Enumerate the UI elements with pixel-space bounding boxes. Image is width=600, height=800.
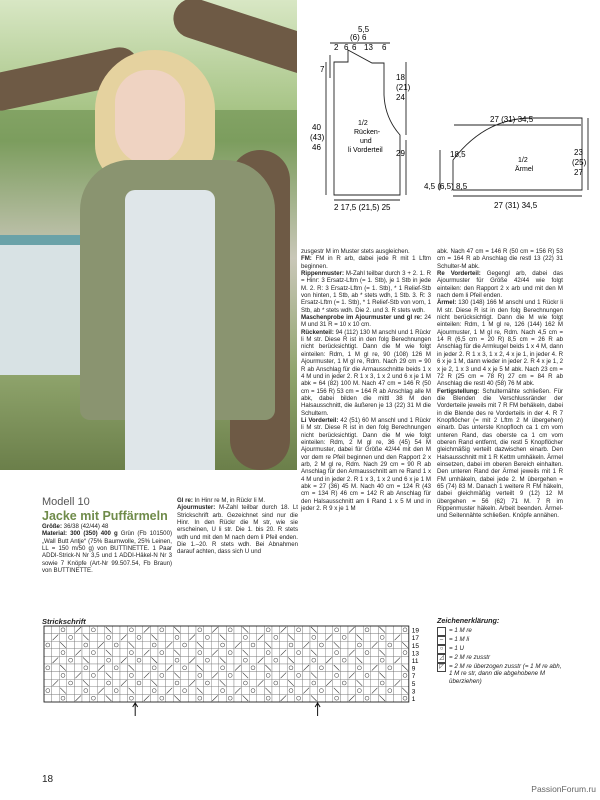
legend-title: Zeichenerklärung: xyxy=(437,616,500,625)
schem-len-3: 46 xyxy=(312,143,321,152)
purl-stitch-icon: – xyxy=(437,636,446,645)
paragraph: Rückenteil: 94 (112) 130 M anschl und 1 Rückr li M str. Diese R ist in den folg Berechnungen nicht berücksichtigt. Dann die M wie folgt einteilen: Rdm, 1 M gl re, 90 (108) 126 M Ajourmuster, 1 M gl re, Rdm. Nach 29 cm = 90 R ab Anschlag für die Armausschnitte beids 1 x 4 M und in jeder 2. R 1 x 3, 1 x 2 und 6 x je 1 M abk = 64 (82) 100 M. Nach 47 cm = 146 R (50 cm = 156 R) 53 cm = 164 R ab Anschlag alle M abk, dabei bilden die mittl 38 M den Halsausschnitt, die äußeren je 13 (22) 31 M die Schultern. xyxy=(301,328,431,417)
schem-row2-d: 13 xyxy=(364,43,373,52)
row-number: 13 xyxy=(411,650,420,658)
schem-sleeve-r3: 27 xyxy=(574,168,583,177)
knit-stitch-icon xyxy=(437,627,446,636)
schem-side: 29 xyxy=(396,149,405,158)
legend-item: = 1 M re xyxy=(437,627,563,636)
paragraph: Fertigstellung: Schulternähte schließen. Für die Blenden die Verschlussränder der Vorderteile jeweils mit 7 R FM behäkeln, dabei in die Blende des re Vorderteils in der 4. R 7 Knopflöcher (= mit 2 Lftm 2 M übergehen) einarb. Das unterste Knopfloch ca 1 cm vom unteren Rand, das oberste ca 1 cm vom oberen Rand entfernt, die restl 5 Knopflöcher gleichmäßig verteilt dazwischen einarb. Den Halsausschnitt mit 1 R Kettm umhäkeln. Ärmel einsetzen, dabei im oberen Bereich einhalten. Den unteren Rand der Ärmel jeweils mit 1 R FM umhäkeln, dabei jede 2. M übergehen = 65 (74) 83 M. Danach 1 weitere R FM häkeln, dabei gleichmäßig verteilt 9 (12) 12 M übergehen = 56 (62) 71 M. 7 R im Rippenmuster häkeln. Arbeit beenden. Ärmel- und Seitennähte schließen. Knöpfe annähen. xyxy=(437,387,563,520)
page-number: 18 xyxy=(42,774,54,785)
paragraph: Li Vorderteil: 42 (51) 60 M anschl und 1 Rückr li M str. Diese R ist in den folg Berechnungen nicht berücksichtigt. Dann die M wie folgt einteilen: Rdm, 2 M gl re, 36 (45) 54 M Ajourmuster, dabei für Größe 42/44 mit den M vor dem re Pfeil beginnen und den Rapport 2 x arb, 2 M gl re, Rdm. Nach 29 cm = 90 R ab Anschlag für den Armausschnitt am re Rand 1 x 4 M und in jeder 2. R 1 x 3, 1 x 2 und 6 x je 1 M abk = 27 (36) 45 M. Nach 40 cm = 124 R (43 cm = 134 R) 46 cm = 142 R ab Anschlag für den Halsausschnitt am li Rand 1 x 5 M und in jeder 2. R 9 x je 1 M xyxy=(301,416,431,513)
paragraph: FM: FM in R arb, dabei jede R mit 1 Lftm beginnen. xyxy=(301,255,431,270)
row-number: 7 xyxy=(411,673,416,681)
text-column-3 xyxy=(301,248,431,512)
schem-arm-3: 24 xyxy=(396,93,405,102)
schem-top-2: (6) 6 xyxy=(350,33,367,42)
modell-number: Modell 10 xyxy=(42,496,90,508)
schem-sleeve-lab2: Ärmel xyxy=(515,166,534,173)
schem-row2-e: 6 xyxy=(382,43,387,52)
row-number: 19 xyxy=(411,627,420,635)
paragraph: Ärmel: 130 (148) 166 M anschl und 1 Rückr li M str. Diese R ist in den folg Berechnungen nicht berücksichtigt. Dann die M wie folgt einteilen: Rdm, 1 M gl re, 126 (144) 162 M Ajourmuster, 1 M gl re, Rdm. Nach 4,5 cm = 14 R (6,5 cm = 20 R) 8,5 cm = 26 R ab Anschlag für die Armkugel beids 1 x 4 M, dann in jeder 2. R 1 x 3, 1 x 2, 4 x je 1, in jeder 4. R 6 x je 1 M, dann wieder in jeder 2. R 4 x je 1, 2 x je 2, 1 x 3 und 4 x je 5 M abk. Nach 23 cm = 72 R (25 cm = 78 R) 27 cm = 84 R ab Anschlag die restl 40 (58) 76 M abk. xyxy=(437,299,563,388)
row-number: 11 xyxy=(411,658,419,665)
schem-sleeve-left: 18,5 xyxy=(450,150,466,159)
row-number: 17 xyxy=(411,635,420,643)
schem-body-1: 1/2 xyxy=(358,120,368,127)
paragraph: Ajourmuster: M-Zahl teilbar durch 18. Lt Strickschrift arb. Gezeichnet sind nur die Hinr. In den Rückr die M str, wie sie erscheinen, U li str. Die 1. bis 20. R stets wdh und mit den M nach dem li Pfeil enden. Die 1.–20. R stets wdh. Bei Abnahmen darauf achten, dass sich U und xyxy=(177,504,298,556)
schem-shoulder: 7 xyxy=(320,65,325,74)
schem-sleeve-r2: (25) xyxy=(572,158,587,167)
repeat-arrow xyxy=(315,703,320,716)
row-number: 5 xyxy=(411,680,416,688)
repeat-arrow xyxy=(133,703,138,716)
schem-bottom: 2 17,5 (21,5) 25 xyxy=(334,203,391,212)
knitting-chart xyxy=(42,622,428,720)
legend-item: ○ = 1 U xyxy=(437,645,563,654)
schem-body-2: Rücken- xyxy=(354,129,381,136)
title-block xyxy=(42,496,172,526)
schem-body-3: und xyxy=(360,138,372,145)
watermark: PassionForum.ru xyxy=(531,784,596,794)
row-number: 1 xyxy=(411,696,416,703)
paragraph: abk. Nach 47 cm = 146 R (50 cm = 156 R) 53 cm = 164 R ab Anschlag die restl 13 (22) 31 Schulter-M abk. xyxy=(437,248,563,270)
schem-arm-2: (21) xyxy=(396,83,411,92)
text-column-2 xyxy=(177,497,298,556)
pattern-title: Jacke mit Puffärmeln xyxy=(42,509,168,523)
paragraph: Gl re: In Hinr re M, in Rückr li M. xyxy=(177,497,266,504)
legend-item: ◿ = 2 M re zusstr xyxy=(437,654,563,663)
schem-row2-c: 6 xyxy=(352,43,357,52)
paragraph: Rippenmuster: M-Zahl teilbar durch 3 + 2. 1. R = Hinr: 3 Ersatz-Lftm (= 1. Stb), je 1 Stb in jede M. 2. R: 3 Ersatz-Lftm (= 1. Stb), * 1 Relief-Stb von hinten, 1 Stb, ab * stets wdh, 1 Stb. 3. R: 3 Ersatz-Lftm (= 1. Stb), * 1 Relief-Stb von vorn, 1 Stb, ab * stets wdh. Die 2. und 3. R stets wdh. xyxy=(301,270,431,314)
schem-row2-b: 6 xyxy=(344,43,349,52)
schem-arm-1: 18 xyxy=(396,73,405,82)
paragraph: Größe: 36/38 (42/44) 48 xyxy=(42,523,109,530)
legend-item: ◸ = 2 M re überzogen zusstr (= 1 M re abh, 1 M re str, dann die abgehobene M überziehen) xyxy=(437,663,563,686)
size-schematic xyxy=(300,0,600,240)
paragraph: zusgestr M im Muster stets ausgleichen. xyxy=(301,248,410,255)
legend xyxy=(437,617,563,685)
model-photo xyxy=(0,0,297,470)
row-number: 15 xyxy=(411,642,420,650)
schem-sleeve-cuff: 4,5 (6,5) 8,5 xyxy=(424,182,468,191)
schem-top-1: 5,5 xyxy=(358,25,370,34)
schem-sleeve-bottom: 27 (31) 34,5 xyxy=(494,201,538,210)
schem-len-1: 40 xyxy=(312,123,321,132)
row-number: 9 xyxy=(411,665,416,673)
schem-sleeve-lab1: 1/2 xyxy=(518,157,528,164)
schem-sleeve-r1: 23 xyxy=(574,148,583,157)
paragraph: Re Vorderteil: Gegengl arb, dabei das Ajourmuster für Größe 42/44 wie folgt einteilen: den Rapport 2 x arb und mit den M nach dem li Pfeil enden. xyxy=(437,270,563,300)
schem-len-2: (43) xyxy=(310,133,325,142)
paragraph: Maschenprobe im Ajourmuster und gl re: 24 M und 31 R = 10 x 10 cm. xyxy=(301,314,431,329)
yarn-over-icon: ○ xyxy=(437,645,446,654)
schem-body-4: li Vorderteil xyxy=(348,147,383,154)
schem-row2-a: 2 xyxy=(334,43,339,52)
chart-label: Strickschrift xyxy=(42,617,86,626)
k2tog-icon: ◿ xyxy=(437,654,446,663)
text-column-1 xyxy=(42,523,172,574)
legend-item: – = 1 M li xyxy=(437,636,563,645)
ssk-icon: ◸ xyxy=(437,663,446,672)
schem-sleeve-top: 27 (31) 34,5 xyxy=(490,115,534,124)
paragraph: Material: 300 (350) 400 g Grün (Fb 101500) „Wall Butt Antje“ (75% Baumwolle, 25% Leinen, LL = 150 m/50 g) von BUTTINETTE. 1 Paar ADDI-Strick-N Nr 3,5 und 1 ADDI-Häkel-N Nr 3 sowie 7 Knöpfe (Art-Nr 99.507.54, Fb Braun) von BUTTINETTE. xyxy=(42,530,172,575)
text-column-4 xyxy=(437,248,563,520)
row-number: 3 xyxy=(411,688,416,696)
